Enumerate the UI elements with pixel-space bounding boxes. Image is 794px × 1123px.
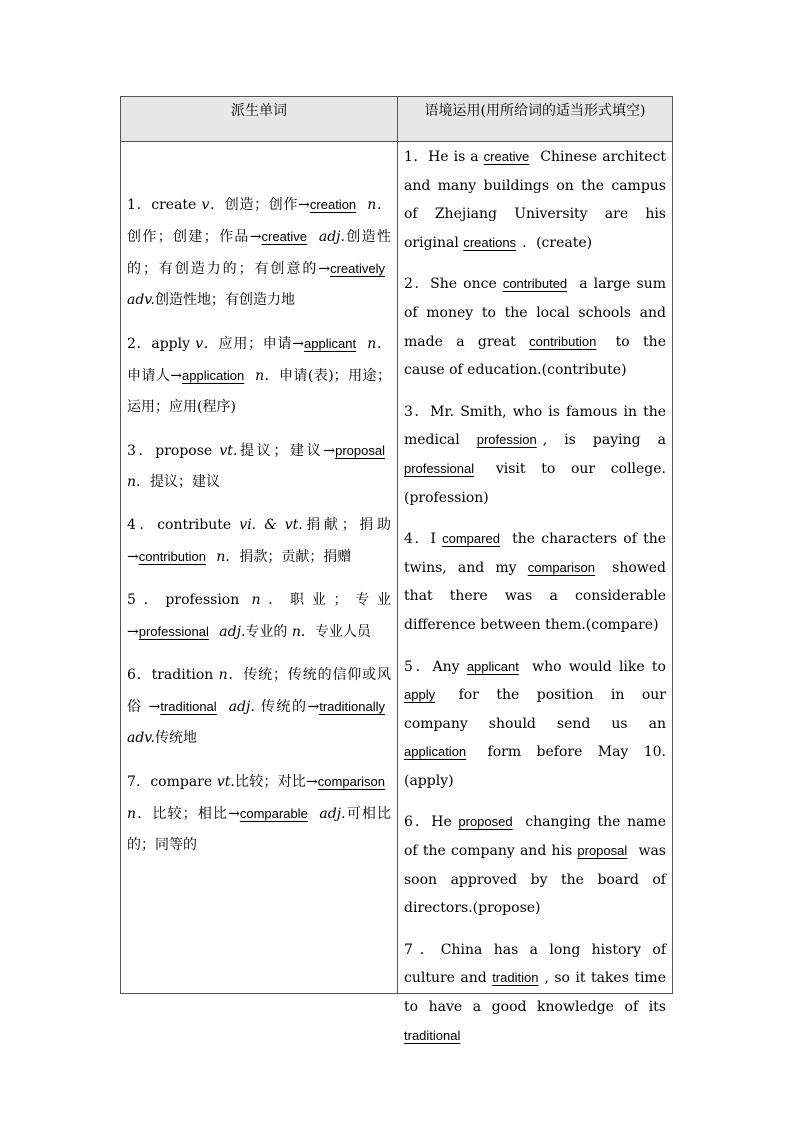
item-text: ．创造；创作→ bbox=[209, 197, 310, 213]
part-of-speech: n bbox=[291, 624, 301, 640]
answer-blank: applicant bbox=[304, 336, 357, 351]
context-usage-column bbox=[404, 143, 666, 1063]
item-text: who would like to bbox=[524, 658, 666, 675]
part-of-speech: n bbox=[367, 197, 377, 213]
item-text: 4．I bbox=[404, 531, 443, 548]
item-text: ．(create) bbox=[522, 234, 593, 251]
answer-blank: application bbox=[182, 368, 245, 383]
part-of-speech: v bbox=[195, 336, 204, 352]
answer-blank: tradition bbox=[492, 970, 539, 986]
answer-blank: comparison bbox=[527, 559, 595, 575]
part-of-speech: adj. bbox=[319, 806, 346, 822]
header-context-usage: 语境运用(用所给词的适当形式填空) bbox=[424, 103, 646, 119]
answer-blank: contribution bbox=[529, 333, 597, 349]
part-of-speech: adj. bbox=[318, 229, 345, 245]
part-of-speech: n bbox=[251, 592, 261, 608]
item-text: 6．tradition bbox=[127, 667, 219, 683]
item-text: 专业的 bbox=[245, 624, 292, 640]
item-text: , so it takes time to have a good knowledge of its bbox=[404, 970, 666, 1016]
context-exercise-item bbox=[404, 270, 666, 384]
answer-blank: apply bbox=[404, 687, 436, 703]
context-exercise-item bbox=[404, 808, 666, 922]
item-text: 捐献；捐助→ bbox=[127, 517, 391, 565]
part-of-speech: vt. bbox=[216, 774, 235, 790]
derived-word-item bbox=[127, 660, 391, 754]
item-text: for the position in our company should send us an bbox=[404, 687, 666, 732]
part-of-speech: adj. bbox=[228, 699, 255, 715]
item-text: 可相比的；同等的 bbox=[127, 806, 392, 853]
item-text: 创造性的；有创造力的；有创意的→ bbox=[127, 229, 392, 277]
answer-blank: comparable bbox=[239, 806, 308, 821]
context-exercise-item bbox=[404, 143, 666, 257]
derived-word-item bbox=[127, 510, 391, 573]
answer-blank: professional bbox=[404, 460, 475, 476]
answer-blank: compared bbox=[442, 531, 500, 547]
answer-blank: contributed bbox=[502, 276, 568, 292]
vocabulary-table bbox=[120, 96, 673, 1043]
answer-blank: profession bbox=[476, 432, 537, 448]
context-exercise-item bbox=[404, 653, 666, 796]
item-text: was soon approved by the board of directors.(propose) bbox=[404, 843, 666, 917]
answer-blank: applicant bbox=[466, 658, 519, 674]
header-derived-words: 派生单词 bbox=[231, 103, 287, 119]
answer-blank: traditional bbox=[404, 1027, 461, 1043]
part-of-speech: n bbox=[255, 368, 265, 384]
item-text: 1．He is a bbox=[404, 149, 484, 165]
answer-blank: traditionally bbox=[319, 699, 385, 714]
item-text: 4．contribute bbox=[127, 517, 240, 533]
item-text: 创造性地；有创造力地 bbox=[155, 292, 296, 308]
item-text: ．职业；专业→ bbox=[127, 592, 392, 640]
answer-blank: proposal bbox=[577, 843, 628, 859]
item-text: changing the name of the company and his bbox=[404, 814, 666, 860]
item-text: visit to our college.(profession) bbox=[404, 460, 666, 506]
answer-blank: creation bbox=[309, 197, 357, 212]
part-of-speech: v bbox=[201, 197, 210, 213]
item-text: a large sum of money to the local schools and made a great bbox=[404, 276, 667, 350]
part-of-speech: vt. bbox=[219, 443, 238, 459]
item-text: 7．China has a long history of culture and bbox=[404, 941, 666, 987]
part-of-speech: vi. & vt. bbox=[239, 517, 303, 533]
item-text: ．应用；申请→ bbox=[203, 336, 305, 352]
context-exercise-item bbox=[404, 398, 666, 512]
answer-blank: creations bbox=[463, 234, 517, 250]
item-text: form before May 10.(apply) bbox=[404, 744, 666, 789]
context-exercise-item bbox=[404, 525, 666, 639]
item-text: 6．He bbox=[404, 814, 459, 831]
part-of-speech: n bbox=[218, 667, 228, 683]
item-text: 7．compare bbox=[127, 774, 217, 790]
part-of-speech: adv. bbox=[127, 292, 156, 308]
item-text: ．专业人员 bbox=[300, 624, 371, 640]
item-text: ．比较；相比→ bbox=[136, 806, 240, 822]
answer-blank: comparison bbox=[317, 774, 385, 789]
part-of-speech: n bbox=[216, 549, 226, 565]
answer-blank: creatively bbox=[330, 261, 385, 276]
part-of-speech: n bbox=[127, 806, 137, 822]
item-text: the characters of the twins, and my bbox=[404, 531, 667, 576]
answer-blank: creative bbox=[261, 229, 308, 244]
answer-blank: creative bbox=[483, 149, 530, 164]
derived-word-item bbox=[127, 435, 391, 498]
item-text: 提议；建议→ bbox=[237, 443, 336, 459]
derived-word-item bbox=[127, 328, 391, 423]
item-text: ．申请(表)；用途；运用；应用(程序) bbox=[127, 368, 391, 415]
answer-blank: application bbox=[404, 744, 467, 760]
part-of-speech: n bbox=[127, 474, 137, 490]
answer-blank: proposal bbox=[335, 443, 385, 458]
part-of-speech: adv. bbox=[127, 730, 156, 746]
item-text: , is paying a bbox=[542, 432, 666, 449]
item-text: ．创作；创建；作品→ bbox=[127, 197, 392, 245]
item-text: to the cause of education.(contribute) bbox=[404, 333, 666, 379]
item-text: 传统地 bbox=[155, 730, 198, 746]
item-text: 1．create bbox=[127, 197, 202, 213]
answer-blank: contribution bbox=[138, 549, 206, 564]
column-divider bbox=[397, 97, 398, 993]
answer-blank: professional bbox=[138, 624, 209, 639]
item-text: Chinese architect and many buildings on the campus of Zhejiang University are his original bbox=[404, 149, 666, 251]
item-text: 5．profession bbox=[127, 592, 252, 608]
answer-blank: proposed bbox=[458, 814, 513, 830]
item-text: 传统的→ bbox=[254, 699, 320, 715]
item-text: ．传统；传统的信仰或风俗 → bbox=[127, 667, 392, 715]
item-text: 比较；对比→ bbox=[234, 774, 318, 790]
item-text: 2．She once bbox=[404, 276, 503, 293]
context-exercise-item bbox=[404, 936, 666, 1050]
item-text: showed that there was a considerable difference between them.(compare) bbox=[404, 559, 666, 633]
item-text: 5．Any bbox=[404, 658, 467, 675]
part-of-speech: adj. bbox=[219, 624, 246, 640]
derived-word-item bbox=[127, 585, 391, 648]
item-text: 3．Mr. Smith, who is famous in the medical bbox=[404, 403, 666, 449]
item-text: ．提议；建议 bbox=[136, 474, 221, 490]
derived-word-item bbox=[127, 766, 391, 861]
part-of-speech: n bbox=[367, 336, 377, 352]
derived-word-item bbox=[127, 189, 391, 316]
item-text: 3．propose bbox=[127, 443, 220, 459]
item-text: ．捐款；贡献；捐赠 bbox=[225, 549, 352, 565]
answer-blank: traditional bbox=[160, 699, 217, 714]
item-text: ．申请人→ bbox=[127, 336, 392, 384]
derived-words-column bbox=[127, 189, 391, 873]
item-text: 2．apply bbox=[127, 336, 196, 352]
